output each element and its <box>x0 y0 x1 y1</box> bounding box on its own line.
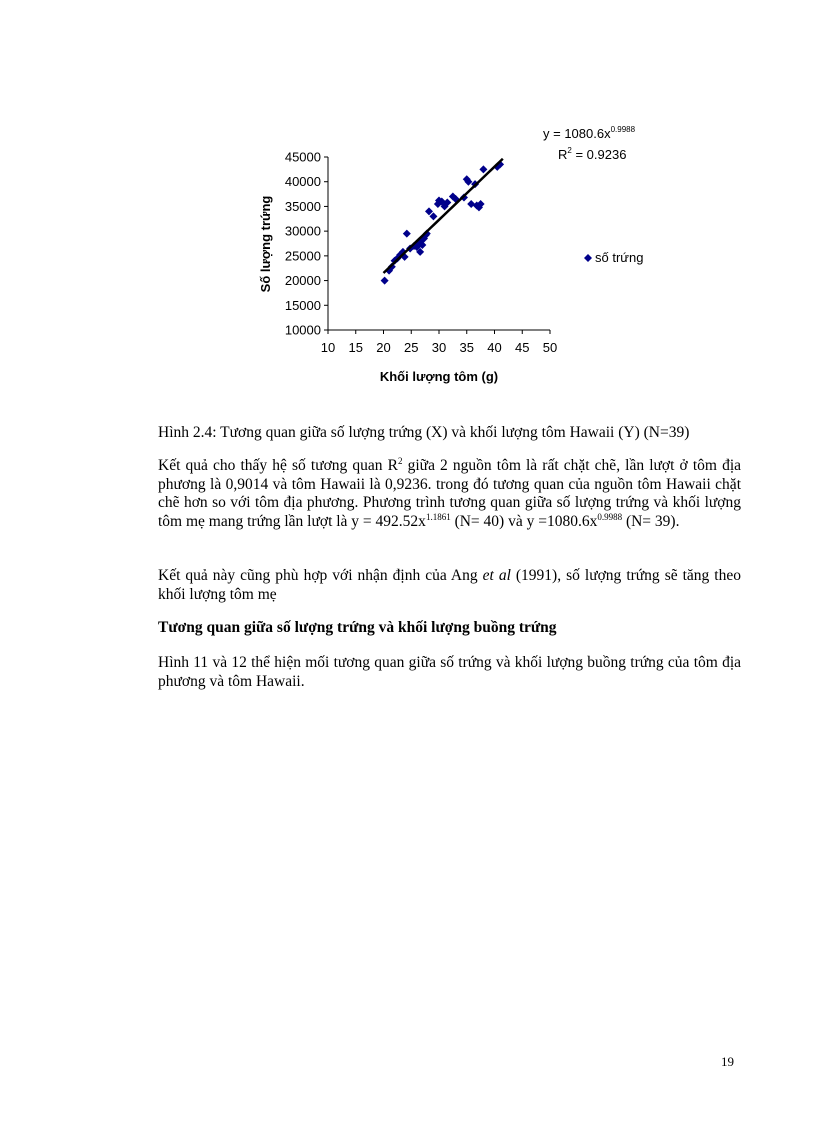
x-tick-label: 35 <box>459 340 474 355</box>
r-squared-power: 2 <box>567 146 572 155</box>
x-tick-label: 25 <box>404 340 419 355</box>
p1-sup-1: 2 <box>398 455 403 466</box>
y-tick-label: 35000 <box>284 198 321 214</box>
legend-label: số trứng <box>595 250 644 265</box>
legend-marker <box>584 254 592 262</box>
x-tick-label: 40 <box>487 340 502 355</box>
r-squared-value: = 0.9236 <box>571 147 627 162</box>
x-tick-label: 10 <box>320 340 336 355</box>
paragraph-2 <box>158 567 741 604</box>
page-number: 19 <box>721 1054 734 1069</box>
y-axis-title: Số lượng trứng <box>258 195 273 293</box>
y-tick-label: 25000 <box>284 248 321 264</box>
y-tick-label: 15000 <box>284 297 321 313</box>
p1-sup-3: 0.9988 <box>597 511 623 522</box>
p2-text-1: Kết quả này cũng phù hợp với nhận định của Ang <box>158 567 483 584</box>
data-points <box>381 160 504 284</box>
trendline-equation <box>543 125 636 141</box>
x-tick-label: 20 <box>376 340 391 355</box>
p2-italic: et al <box>482 567 511 584</box>
data-point <box>467 200 475 208</box>
scatter-chart <box>240 118 680 390</box>
trendline-equation-exponent: 0.9988 <box>610 125 636 134</box>
paragraph-3: Hình 11 và 12 thể hiện mối tương quan giữa số trứng và khối lượng buồng trứng của tôm địa phương và tôm Hawaii. <box>158 654 741 690</box>
p2-text-2: (1991), số lượng trứng sẽ tăng theo khối lượng tôm mẹ <box>158 567 741 603</box>
trendline-equation-text: y = 1080.6x <box>543 126 611 141</box>
r-squared-label <box>558 146 626 162</box>
x-ticks <box>321 330 557 355</box>
p1-text-2: giữa 2 nguồn tôm là rất chặt chẽ, lần lượt ở tôm địa phương là 0,9014 và tôm Hawaii là 0,9236. trong đó tương quan của nguồn tôm Hawaii chặt chẽ hơn so với tôm địa phương. Phương trình tương quan giữa số lượng trứng và khối lượng tôm mẹ mang trứng lần lượt là y = 492.52x <box>158 457 742 530</box>
legend <box>584 250 643 265</box>
figure-caption: Hình 2.4: Tương quan giữa số lượng trứng (X) và khối lượng tôm Hawaii (Y) (N=39) <box>158 424 690 441</box>
data-point <box>403 230 411 238</box>
x-tick-label: 50 <box>542 340 558 355</box>
data-point <box>479 165 487 173</box>
y-tick-label: 20000 <box>284 273 321 289</box>
data-point <box>381 277 389 285</box>
trendline <box>384 159 503 273</box>
x-axis-title: Khối lượng tôm (g) <box>379 369 499 384</box>
r-squared-prefix: R <box>558 147 568 162</box>
x-tick-label: 15 <box>348 340 363 355</box>
y-ticks <box>285 150 328 338</box>
y-tick-label: 45000 <box>284 149 321 165</box>
y-tick-label: 40000 <box>284 174 321 190</box>
x-tick-label: 45 <box>515 340 530 355</box>
p1-sup-2: 1.1861 <box>425 511 451 522</box>
y-tick-label: 30000 <box>284 223 321 239</box>
p1-text-1: Kết quả cho thấy hệ số tương quan R <box>158 457 398 474</box>
x-tick-label: 30 <box>431 340 447 355</box>
y-tick-label: 10000 <box>284 322 321 338</box>
section-heading: Tương quan giữa số lượng trứng và khối lượng buồng trứng <box>158 619 557 636</box>
p1-text-4: (N= 39). <box>622 512 680 530</box>
p1-text-3: (N= 40) và y =1080.6x <box>450 512 598 530</box>
paragraph-1 <box>158 457 741 531</box>
